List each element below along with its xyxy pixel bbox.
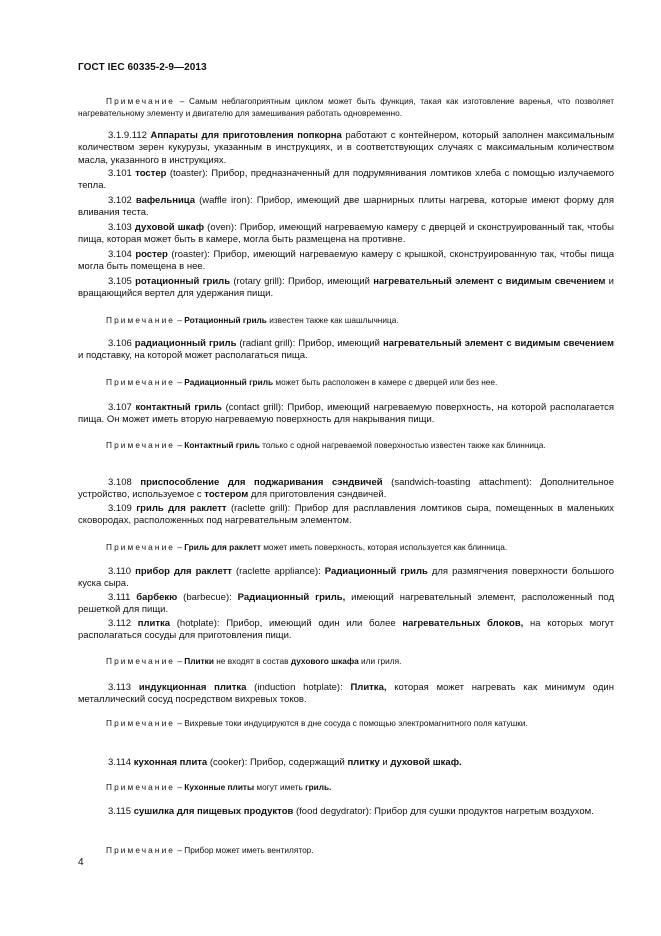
definition-paragraph: 3.1.9.112 Аппараты для приготовления попкорна работают с контейнером, который заполнен максимальным количеством зерен кукурузы, указанным в инструкциях, и в соответствующих случаях с максимальным количеством масла, указанного в инструкциях. (78, 130, 614, 166)
definition-paragraph: 3.106 радиационный гриль (radiant grill): Прибор, имеющий нагревательный элемент с видимым свечением и подставку, на которой может располагаться пища. (78, 338, 614, 362)
definition-paragraph: 3.113 индукционная плитка (induction hotplate): Плитка, которая может нагревать как минимум один металлический сосуд посредством вихревых токов. (78, 682, 614, 706)
definition-paragraph: 3.111 барбекю (barbecue): Радиационный гриль, имеющий нагревательный элемент, расположенный под решеткой для пищи. (78, 592, 614, 616)
definition-paragraph: 3.110 прибор для раклетт (raclette appliance): Радиационный гриль для размягчения поверхности большого куска сыра. (78, 566, 614, 590)
note-paragraph: Примечание – Вихревые токи индуцируются в дне сосуда с помощью электромагнитного поля катушки. (106, 718, 528, 728)
note-paragraph: Примечание – Плитки не входят в состав духового шкафа или гриля. (106, 656, 402, 666)
definition-paragraph: 3.112 плитка (hotplate): Прибор, имеющий один или более нагревательных блоков, на которых могут располагаться сосуды для приготовления пищи. (78, 618, 614, 642)
note-paragraph: Примечание – Радиационный гриль может быть расположен в камере с дверцей или без нее. (106, 377, 498, 387)
note-paragraph: Примечание – Гриль для раклетт может иметь поверхность, которая используется как блинница. (106, 542, 508, 552)
definition-paragraph: 3.108 приспособление для поджаривания сэндвичей (sandwich-toasting attachment): Дополнительное устройство, используемое с тостером для приготовления сэндвичей. (78, 477, 614, 501)
note-paragraph: Примечание – Ротационный гриль известен также как шашлычница. (106, 315, 399, 325)
document-header: ГОСТ IEC 60335-2-9—2013 (78, 62, 207, 73)
definition-paragraph: 3.104 ростер (roaster): Прибор, имеющий нагреваемую камеру с крышкой, сконструированную так, чтобы пища могла быть помещена в нее. (78, 249, 614, 273)
definition-paragraph: 3.109 гриль для раклетт (raclette grill): Прибор для расплавления ломтиков сыра, помещенных в маленьких сковородах, расположенных под нагревательным элементом. (78, 503, 614, 527)
definition-paragraph: 3.105 ротационный гриль (rotary grill): Прибор, имеющий нагревательный элемент с видимым свечением и вращающийся вертел для удержания пищи. (78, 276, 614, 300)
definition-paragraph: 3.102 вафельница (waffle iron): Прибор, имеющий две шарнирных плиты нагрева, которые имеют форму для вливания теста. (78, 195, 614, 219)
definition-paragraph: 3.115 сушилка для пищевых продуктов (food degydrator): Прибор для сушки продуктов нагретым воздухом. (108, 806, 594, 817)
note-paragraph: Примечание – Самым неблагоприятным циклом может быть функция, такая как изготовление варенья, что позволяет нагревательному элементу и двигателю для замешивания работать одновременно. (78, 96, 614, 118)
note-paragraph: Примечание – Прибор может иметь вентилятор. (106, 845, 314, 855)
note-paragraph: Примечание – Контактный гриль только с одной нагреваемой поверхностью известен также как блинница. (106, 440, 546, 450)
definition-paragraph: 3.107 контактный гриль (contact grill): Прибор, имеющий нагреваемую поверхность, на которой располагается пища. Он может иметь вторую нагреваемую поверхность для накрывания пищи. (78, 402, 614, 426)
note-paragraph: Примечание – Кухонные плиты могут иметь гриль. (106, 782, 332, 792)
definition-paragraph: 3.114 кухонная плита (cooker): Прибор, содержащий плитку и духовой шкаф. (108, 757, 462, 768)
page-number: 4 (78, 857, 84, 868)
definition-paragraph: 3.103 духовой шкаф (oven): Прибор, имеющий нагреваемую камеру с дверцей и сконструированный так, чтобы пища, которая может быть в камере, могла быть размещена на противне. (78, 222, 614, 246)
definition-paragraph: 3.101 тостер (toaster): Прибор, предназначенный для подрумянивания ломтиков хлеба с помощью излучаемого тепла. (78, 168, 614, 192)
